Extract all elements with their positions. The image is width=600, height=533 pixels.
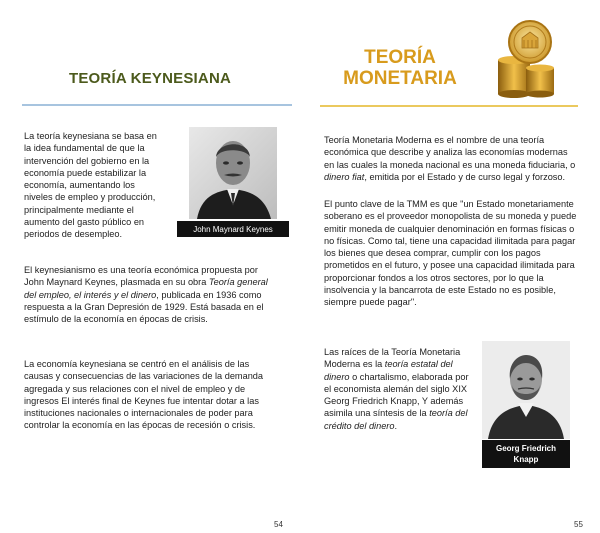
portrait-keynes-icon xyxy=(189,127,277,219)
title-divider xyxy=(22,104,292,106)
roots-text-b: o chartalismo, elaborada por el economista alemán del siglo XIX Georg Friedrich Knapp, Y además asimila una síntesis de la xyxy=(324,371,469,419)
intro-line: la idea fundamental de que la xyxy=(24,143,145,154)
keynesianism-paragraph xyxy=(24,264,276,325)
mmt-def-text-a: Teoría Monetaria Moderna es el nombre de una teoría económica que describe y analiza las economías modernas en las cuales la moneda nacional es una moneda fiduciaria, o xyxy=(324,135,576,170)
intro-line: aumento del gasto público en xyxy=(24,217,145,228)
keynesianism-text-a: El keynesianismo es una teoría económica propuesta por John Maynard Keynes, plasmada en su obra xyxy=(24,265,258,288)
keynesianism-text-b: , publicada en 1936 como respuesta a la Gran Depresión de 1929. Está basada en el estímulo de la economía en épocas de crisis. xyxy=(24,289,264,325)
title-line-2: MONETARIA xyxy=(343,68,457,89)
roots-text-c: . xyxy=(394,420,398,431)
state-theory-term: teoría estatal del dinero xyxy=(324,359,453,382)
roots-text-a: Las raíces de la Teoría Monetaria Moderna es la xyxy=(324,347,461,370)
knapp-photo-caption xyxy=(482,440,570,468)
page-number-right: 55 xyxy=(574,520,583,529)
portrait-knapp-icon xyxy=(482,341,570,439)
intro-line: principalmente mediante el xyxy=(24,204,134,215)
page-title-keynesiana: TEORÍA KEYNESIANA xyxy=(68,70,232,87)
page-number-left: 54 xyxy=(274,520,283,529)
mmt-definition-paragraph xyxy=(324,134,578,183)
credit-theory-term: teoría del crédito del dinero xyxy=(324,408,468,431)
intro-line: economía, aumentando los xyxy=(24,180,135,191)
mmt-def-text-b: , emitida por el Estado y de curso legal y forzoso. xyxy=(364,171,566,182)
keynes-intro-paragraph xyxy=(24,130,184,241)
caption-line-2: Knapp xyxy=(513,455,539,464)
right-page xyxy=(300,0,600,533)
gold-coins-stack-icon xyxy=(492,18,560,98)
mmt-roots-paragraph xyxy=(324,346,474,432)
intro-line: niveles de empleo y producción, xyxy=(24,192,156,203)
caption-line-1: Georg Friedrich xyxy=(495,444,556,453)
keynes-photo-caption: John Maynard Keynes xyxy=(177,221,289,237)
intro-line: La teoría keynesiana se basa en xyxy=(24,131,157,141)
intro-line: intervención del gobierno en la xyxy=(24,155,150,166)
title-divider xyxy=(320,105,578,107)
keynes-book-title: Teoría general del empleo, el interés y el dinero xyxy=(24,277,268,300)
knapp-photo xyxy=(482,341,570,439)
keynes-photo xyxy=(189,127,277,219)
title-line-1: TEORÍA xyxy=(364,47,436,68)
page-title-monetaria xyxy=(300,47,500,89)
fiat-money-term: dinero fiat xyxy=(324,171,365,182)
intro-line: periodos de desempleo. xyxy=(24,229,123,240)
mmt-key-point-paragraph: El punto clave de la TMM es que "un Estado monetariamente soberano es el proveedor monopolista de su moneda y puede emitir moneda de cualquier denominación en formas físicas o no físicas. Como tal, tiene una capacidad ilimitada para pagar los bienes que desea comprar, cumplir con los pagos prometidos en el futuro, y posee una capacidad ilimitada para proporcionar fondos a los otros sectores, por lo que la insolvencia y la bancarrota de este Estado no es posible, siempre puede pagar". xyxy=(324,199,577,308)
intro-line: economía puede estabilizar la xyxy=(24,167,147,178)
keynesian-economics-paragraph: La economía keynesiana se centró en el análisis de las causas y consecuencias de las variaciones de la demanda agregada y sus relaciones con el nivel de empleo y de ingresos El interés final de Keynes fue intentar dotar a las instituciones nacionales o internacionales de poder para controlar la economía en las épocas de recesión o crisis. xyxy=(24,359,264,431)
